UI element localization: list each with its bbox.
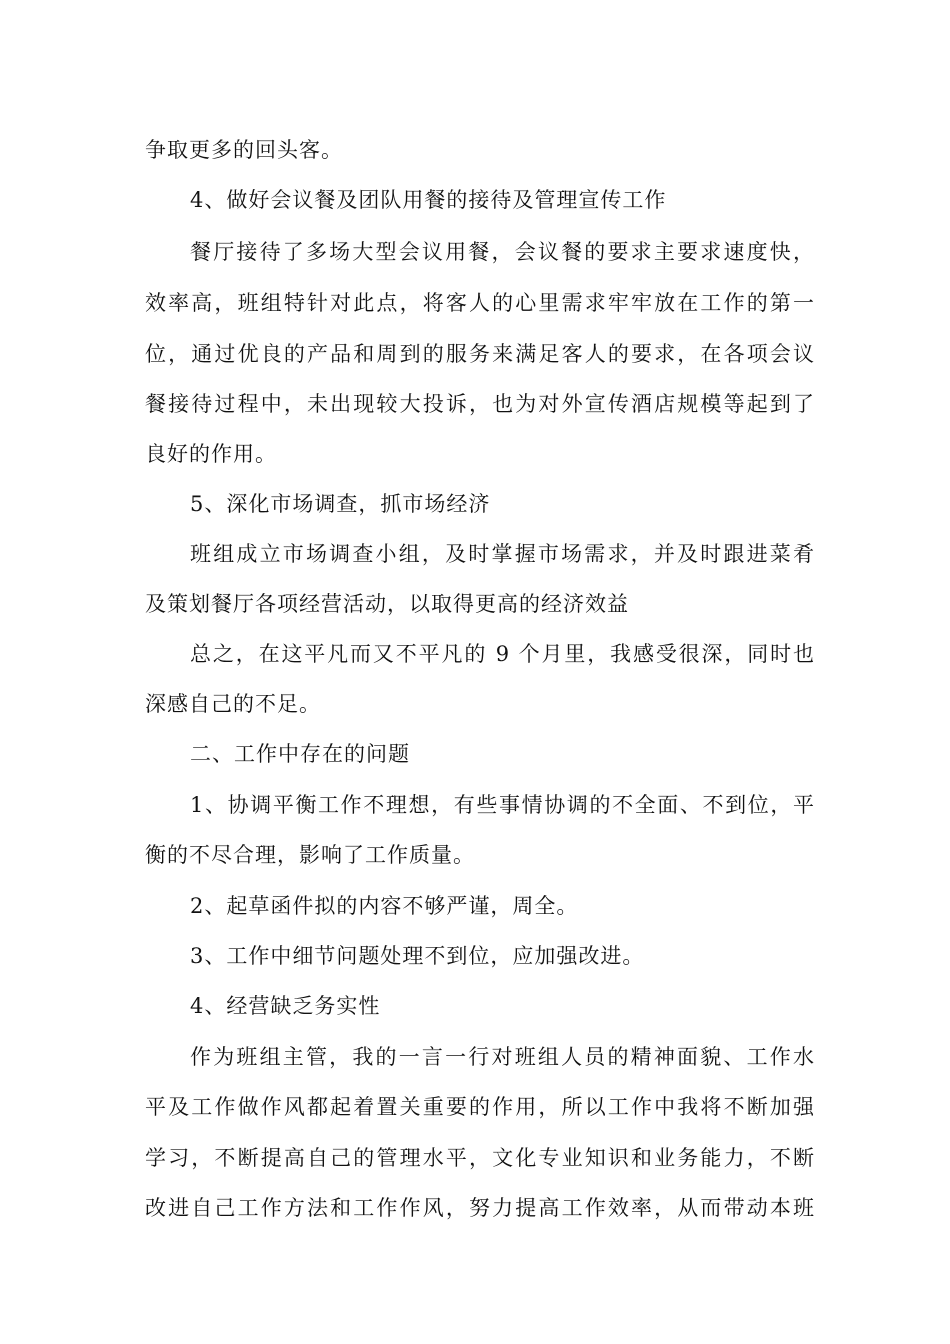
- paragraph-line: 作为班组主管，我的一言一行对班组人员的精神面貌、工作水: [190, 1045, 815, 1069]
- paragraph-line: 争取更多的回头客。: [145, 138, 343, 162]
- paragraph-line: 1、协调平衡工作不理想，有些事情协调的不全面、不到位，平: [190, 793, 815, 817]
- section-heading: 4、做好会议餐及团队用餐的接待及管理宣传工作: [190, 188, 667, 212]
- paragraph-line: 餐厅接待了多场大型会议用餐，会议餐的要求主要求速度快，: [190, 240, 815, 264]
- list-item: 3、工作中细节问题处理不到位，应加强改进。: [190, 944, 645, 968]
- section-heading: 二、工作中存在的问题: [190, 742, 410, 766]
- paragraph-line: 位，通过优良的产品和周到的服务来满足客人的要求，在各项会议: [145, 342, 815, 366]
- paragraph-line: 及策划餐厅各项经营活动，以取得更高的经济效益: [145, 592, 629, 616]
- section-heading: 4、经营缺乏务实性: [190, 994, 381, 1018]
- paragraph-line: 良好的作用。: [145, 442, 277, 466]
- paragraph-line: 总之，在这平凡而又不平凡的 9 个月里，我感受很深，同时也: [190, 642, 815, 666]
- paragraph-line: 班组成立市场调查小组，及时掌握市场需求，并及时跟进菜肴: [190, 542, 815, 566]
- paragraph-line: 餐接待过程中，未出现较大投诉，也为对外宣传酒店规模等起到了: [145, 392, 815, 416]
- paragraph-line: 学习，不断提高自己的管理水平，文化专业知识和业务能力，不断: [145, 1146, 815, 1170]
- paragraph-line: 深感自己的不足。: [145, 692, 321, 716]
- section-heading: 5、深化市场调查，抓市场经济: [190, 492, 491, 516]
- paragraph-line: 平及工作做作风都起着置关重要的作用，所以工作中我将不断加强: [145, 1095, 815, 1119]
- paragraph-line: 衡的不尽合理，影响了工作质量。: [145, 843, 475, 867]
- paragraph-line: 效率高，班组特针对此点，将客人的心里需求牢牢放在工作的第一: [145, 291, 815, 315]
- paragraph-line: 改进自己工作方法和工作作风，努力提高工作效率，从而带动本班: [145, 1196, 815, 1220]
- list-item: 2、起草函件拟的内容不够严谨，周全。: [190, 894, 579, 918]
